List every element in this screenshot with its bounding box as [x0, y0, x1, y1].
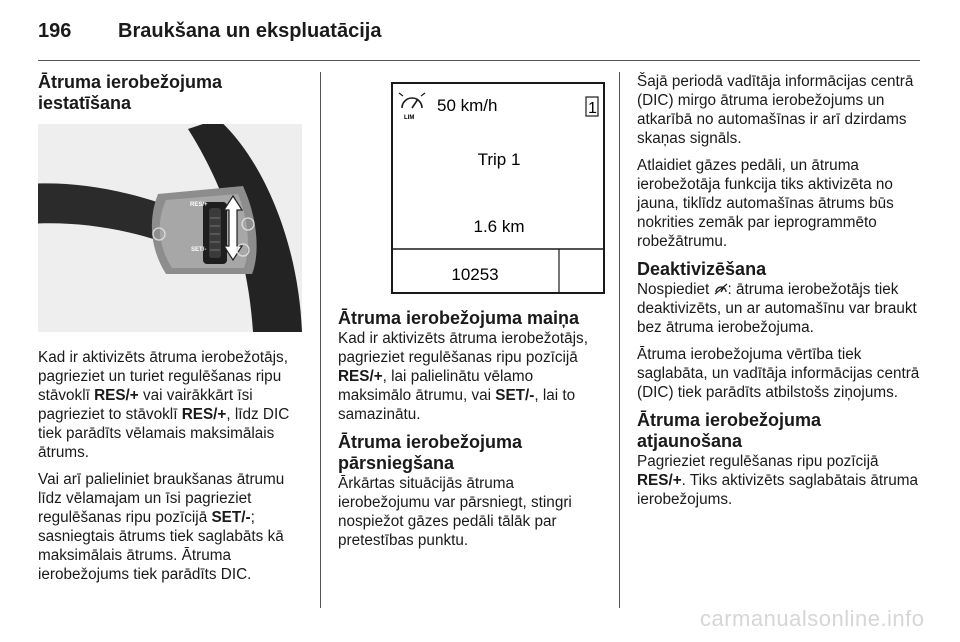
res-button-label: RES/+ — [637, 472, 682, 489]
page-number: 196 — [38, 20, 72, 42]
heading-line: Ātruma ierobežojuma — [38, 72, 223, 92]
res-label: RES/+ — [190, 202, 208, 208]
steering-wheel-photo — [38, 124, 302, 332]
section-heading-change: Ātruma ierobežojuma maiņa — [338, 308, 580, 328]
paragraph-set-2: Vai arī palieliniet braukšanas ātrumu līdz vēlamajam un īsi pagrieziet regulēšanas ripu pozīcijā SET/-; sasniegtais ātrums tiek saglabāts kā maksimālais ātrums. Ātruma ierobežojums tiek parādīts DIC. — [38, 471, 285, 583]
chapter-title: Braukšana un ekspluatācija — [118, 20, 382, 42]
column-3 — [637, 72, 922, 517]
speed-limiter-off-icon — [714, 283, 728, 295]
section-heading-exceed: Ātruma ierobežojuma pārsniegšana — [338, 432, 523, 473]
paragraph-saved: Ātruma ierobežojuma vērtība tiek saglabāta, un vadītāja informācijas centrā (DIC) tiek parādīts atbilstošs ziņojums. — [637, 346, 920, 401]
column-2 — [338, 72, 606, 558]
section-heading-deactivate: Deaktivizēšana — [637, 259, 767, 279]
dic-display-illustration — [391, 82, 605, 294]
res-button-label: RES/+ — [338, 368, 383, 385]
lim-label: LIM — [404, 115, 415, 121]
paragraph-resume: Pagrieziet regulēšanas ripu pozīcijā RES/+. Tiks aktivizēts saglabātais ātruma ierobežojums. — [637, 453, 918, 508]
heading-line: iestatīšana — [38, 93, 132, 113]
dic-speed-value: 50 km/h — [437, 96, 498, 115]
page-header — [38, 10, 918, 52]
dic-gear-indicator: 1 — [588, 100, 597, 117]
header-rule — [38, 60, 920, 61]
paragraph-release: Atlaidiet gāzes pedāli, un ātruma ierobežotāja funkcija tiks aktivizēta no jauna, tiklīdz automašīnas ātrums būs nokrities zemāk par ieprogrammēto robežātrumu. — [637, 157, 894, 250]
res-button-label: RES/+ — [94, 387, 139, 404]
paragraph-exceed: Ārkārtas situācijās ātruma ierobežojumu var pārsniegt, stingri nospiežot gāzes pedāli tālāk par pretestības punktu. — [338, 475, 572, 549]
set-label: SET/- — [191, 247, 207, 253]
set-button-label: SET/- — [495, 387, 535, 404]
paragraph-change: Kad ir aktivizēts ātruma ierobežotājs, pagrieziet regulēšanas ripu pozīcijā RES/+, lai palielinātu vēlamo maksimālo ātrumu, vai SET/-, lai to samazinātu. — [338, 330, 588, 423]
set-button-label: SET/- — [211, 509, 251, 526]
section-heading-resume: Ātruma ierobežojuma atjaunošana — [637, 410, 822, 451]
section-heading-setting — [38, 72, 306, 114]
dic-trip-label: Trip 1 — [477, 150, 521, 169]
column-divider-2 — [619, 72, 620, 608]
column-divider-1 — [320, 72, 321, 608]
paragraph-flash: Šajā periodā vadītāja informācijas centrā (DIC) mirgo ātruma ierobežojums un atkarībā no automašīnas ir arī dzirdams skaņas signāls. — [637, 73, 914, 147]
paragraph-set-1: Kad ir aktivizēts ātruma ierobežotājs, pagrieziet un turiet regulēšanas ripu stāvoklī RES/+ vai vairākkārt īsi pagrieziet to stāvoklī RES/+, līdz DIC tiek parādīts vēlamais maksimālais ātrums. — [38, 349, 290, 461]
watermark: carmanualsonline.info — [700, 606, 925, 631]
paragraph-deactivate: Nospiediet : ātruma ierobežotājs tiek deaktivizēts, un ar automašīnu var braukt bez ātruma ierobežojuma. — [637, 281, 917, 336]
dic-trip-distance: 1.6 km — [473, 217, 525, 236]
dic-odometer: 10253 — [451, 265, 499, 284]
column-1 — [38, 72, 306, 592]
res-button-label: RES/+ — [181, 406, 227, 423]
